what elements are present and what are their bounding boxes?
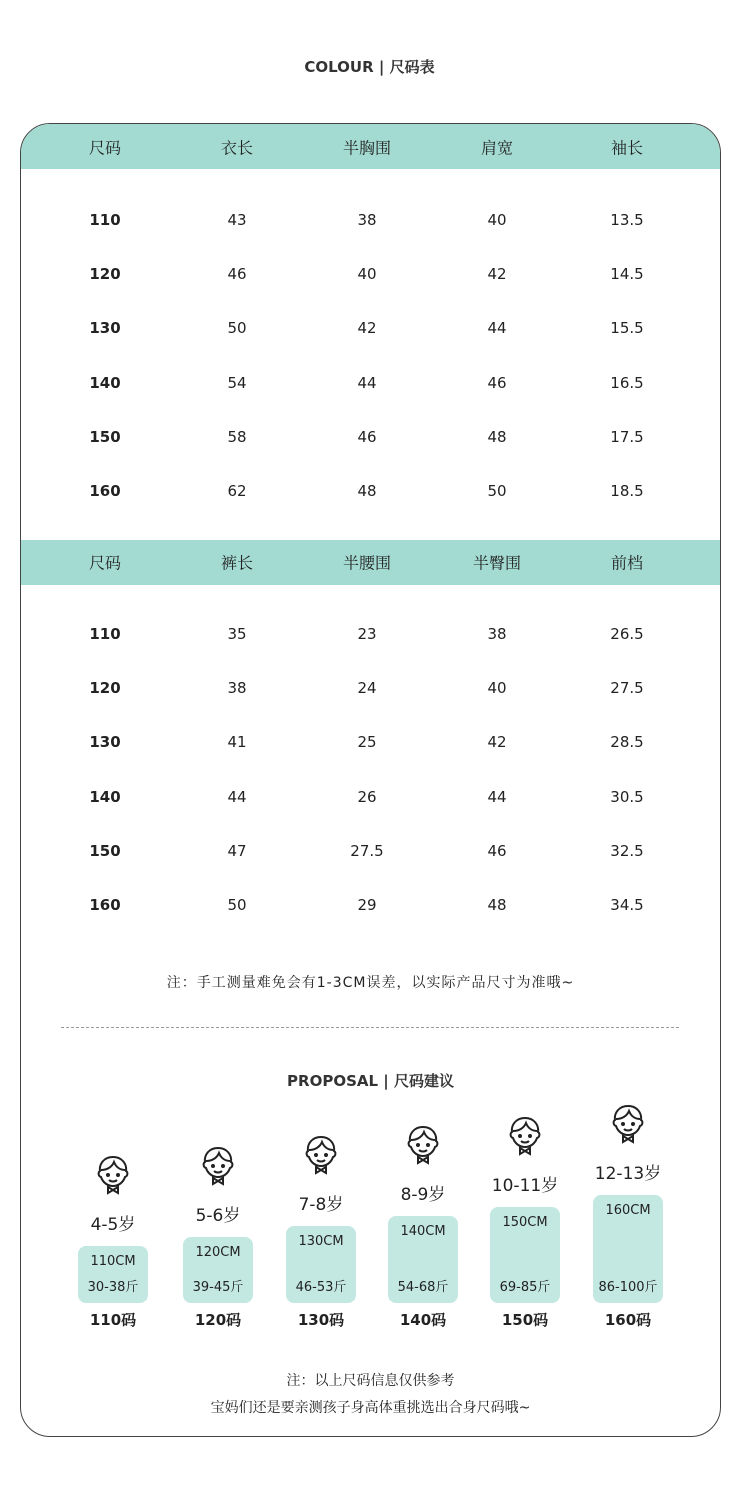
age-label: 4-5岁 [90, 1215, 136, 1235]
weight-label: 30-38斤 [87, 1280, 139, 1295]
table-cell: 62 [227, 482, 247, 500]
row-size: 150 [89, 427, 121, 446]
column-header: 尺码 [88, 553, 121, 573]
row-size: 110 [89, 211, 121, 229]
size-label: 110码 [89, 1311, 137, 1329]
size-label: 160码 [604, 1311, 652, 1329]
weight-label: 86-100斤 [598, 1280, 658, 1295]
column-header: 半腰围 [342, 553, 391, 573]
size-box [183, 1237, 253, 1303]
table-cell: 32.5 [610, 841, 644, 860]
table-cell: 58 [227, 427, 247, 446]
table-cell: 44 [227, 787, 247, 806]
table-cell: 41 [227, 733, 247, 752]
measurement-note: 注：手工测量难免会有1-3CM误差，以实际产品尺寸为准哦~ [166, 975, 575, 991]
size-proposal-item [480, 124, 570, 1424]
table-cell: 17.5 [610, 427, 644, 446]
row-size: 160 [89, 896, 121, 914]
column-header: 尺码 [88, 138, 121, 158]
table-cell: 24 [357, 679, 377, 698]
table-cell: 40 [487, 679, 507, 698]
column-header: 衣长 [220, 138, 253, 158]
age-label: 10-11岁 [491, 1176, 559, 1196]
size-proposal-item [378, 124, 468, 1424]
height-label: 140CM [400, 1224, 446, 1239]
row-size: 120 [89, 679, 121, 698]
table-cell: 34.5 [610, 896, 644, 914]
row-size: 120 [89, 265, 121, 284]
table-cell: 42 [487, 733, 507, 752]
table-cell: 27.5 [350, 841, 384, 860]
size-proposal-item [583, 124, 673, 1424]
table-cell: 14.5 [610, 265, 644, 284]
table-cell: 47 [227, 841, 247, 860]
size-label: 130码 [297, 1311, 345, 1329]
table-cell: 28.5 [610, 733, 644, 752]
child-face-icon [508, 1115, 542, 1157]
column-header: 半胸围 [342, 138, 391, 158]
table-cell: 44 [487, 787, 507, 806]
row-size: 130 [89, 733, 121, 752]
size-label: 120码 [194, 1311, 242, 1329]
table-cell: 38 [487, 625, 507, 643]
table-cell: 29 [357, 896, 377, 914]
column-header: 袖长 [610, 138, 643, 158]
table-cell: 40 [487, 211, 507, 229]
child-face-icon [406, 1124, 440, 1166]
table-cell: 23 [357, 625, 377, 643]
row-size: 130 [89, 319, 121, 338]
height-label: 110CM [90, 1254, 136, 1269]
age-label: 7-8岁 [298, 1195, 344, 1215]
table-cell: 44 [487, 319, 507, 338]
table-cell: 46 [357, 427, 377, 446]
table-cell: 50 [227, 319, 247, 338]
age-label: 12-13岁 [594, 1164, 662, 1184]
column-header: 前档 [610, 553, 643, 573]
size-box [593, 1195, 663, 1303]
table-cell: 46 [487, 841, 507, 860]
table-cell: 46 [487, 373, 507, 392]
row-size: 140 [89, 373, 121, 392]
size-box [490, 1207, 560, 1303]
table-cell: 48 [357, 482, 377, 500]
column-header: 半臀围 [472, 553, 521, 573]
table-cell: 48 [487, 427, 507, 446]
table-cell: 44 [357, 373, 377, 392]
size-label: 150码 [501, 1311, 549, 1329]
row-size: 110 [89, 625, 121, 643]
weight-label: 39-45斤 [192, 1280, 244, 1295]
table-cell: 40 [357, 265, 377, 284]
table-cell: 16.5 [610, 373, 644, 392]
weight-label: 69-85斤 [499, 1280, 551, 1295]
table-cell: 42 [487, 265, 507, 284]
table-cell: 50 [487, 482, 507, 500]
size-box [286, 1226, 356, 1303]
size-proposal-item [68, 124, 158, 1424]
age-label: 8-9岁 [400, 1185, 446, 1205]
table-cell: 35 [227, 625, 247, 643]
weight-label: 46-53斤 [295, 1280, 347, 1295]
size-chart-card [20, 123, 721, 1437]
table-cell: 26.5 [610, 625, 644, 643]
column-header: 肩宽 [480, 138, 513, 158]
size-box [388, 1216, 458, 1303]
age-label: 5-6岁 [195, 1206, 241, 1226]
table-cell: 25 [357, 733, 377, 752]
size-label: 140码 [399, 1311, 447, 1329]
table-cell: 43 [227, 211, 247, 229]
row-size: 160 [89, 482, 121, 500]
size-proposal-item [173, 124, 263, 1424]
table-cell: 48 [487, 896, 507, 914]
footer-note-1: 注：以上尺码信息仅供参考 [286, 1373, 455, 1389]
page-title: COLOUR | 尺码表 [304, 58, 435, 76]
table-cell: 18.5 [610, 482, 644, 500]
table-cell: 13.5 [610, 211, 644, 229]
footer-note-2: 宝妈们还是要亲测孩子身高体重挑选出合身尺码哦~ [210, 1400, 531, 1416]
child-face-icon [611, 1103, 645, 1145]
height-label: 120CM [195, 1245, 241, 1260]
child-face-icon [201, 1145, 235, 1187]
proposal-title: PROPOSAL | 尺码建议 [287, 1072, 454, 1090]
table-cell: 38 [227, 679, 247, 698]
table-cell: 26 [357, 787, 377, 806]
height-label: 150CM [502, 1215, 548, 1230]
table-cell: 38 [357, 211, 377, 229]
table-cell: 50 [227, 896, 247, 914]
table-cell: 30.5 [610, 787, 644, 806]
size-proposal-item [276, 124, 366, 1424]
column-header: 裤长 [220, 553, 253, 573]
table-cell: 46 [227, 265, 247, 284]
height-label: 130CM [298, 1234, 344, 1249]
row-size: 150 [89, 841, 121, 860]
table-cell: 27.5 [610, 679, 644, 698]
table-cell: 15.5 [610, 319, 644, 338]
height-label: 160CM [605, 1203, 651, 1218]
child-face-icon [304, 1134, 338, 1176]
table-cell: 54 [227, 373, 247, 392]
row-size: 140 [89, 787, 121, 806]
size-box [78, 1246, 148, 1303]
weight-label: 54-68斤 [397, 1280, 449, 1295]
table-cell: 42 [357, 319, 377, 338]
child-face-icon [96, 1154, 130, 1196]
